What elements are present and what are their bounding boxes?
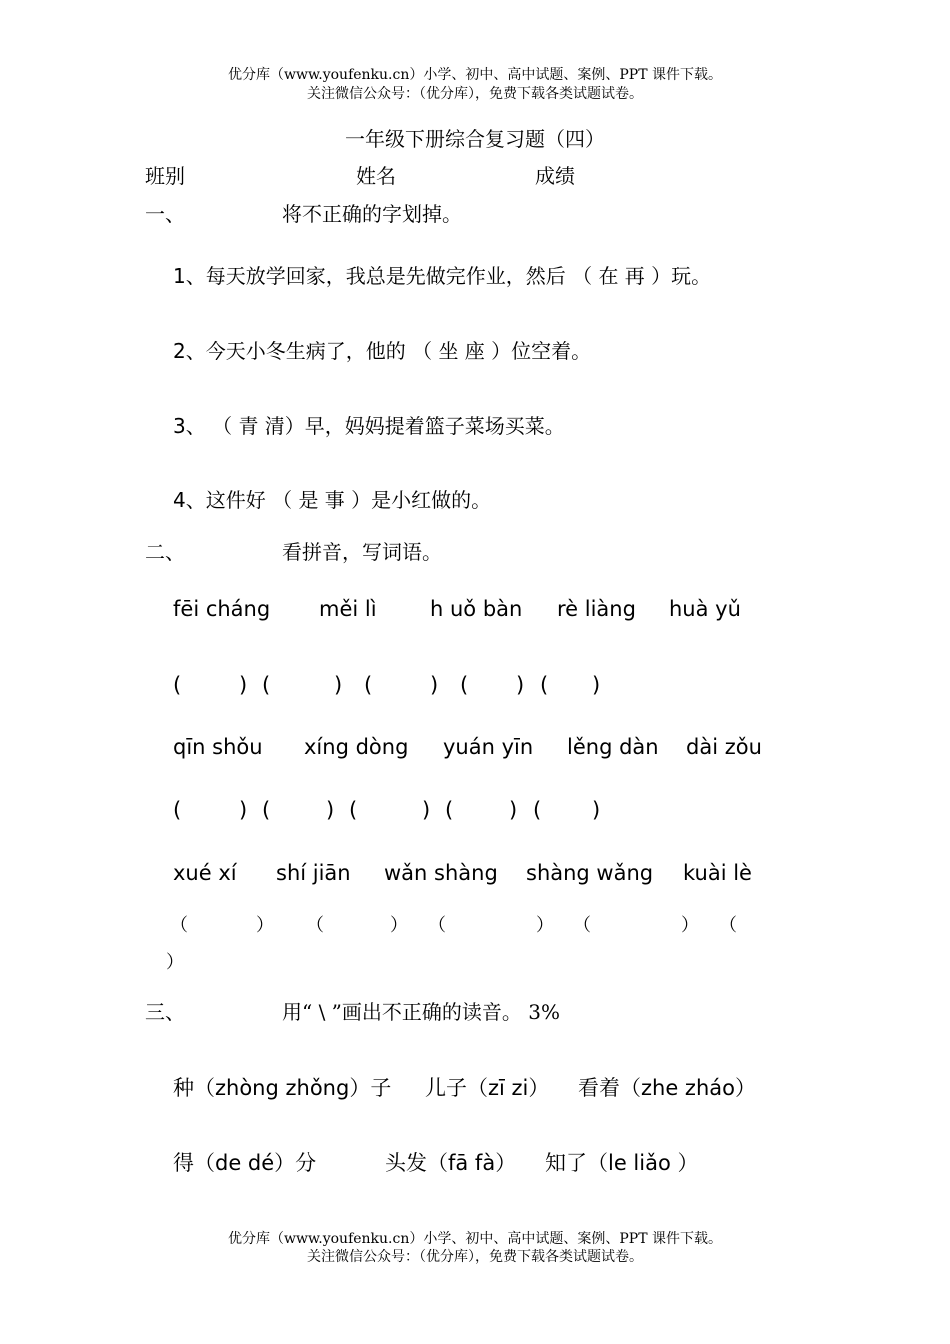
pinyin-item: wǎn shàng: [384, 861, 498, 885]
answer-bracket-close: ）: [390, 915, 408, 936]
answer-bracket-open: （: [170, 915, 188, 936]
section-1-item-1: 1、每天放学回家，我总是先做完作业，然后 （ 在 再 ）玩。: [173, 264, 712, 288]
footer-line-1: 优分库（www.youfenku.cn）小学、初中、高中试题、案例、PPT 课件下载。: [227, 1231, 722, 1247]
pinyin-item: měi lì: [319, 597, 377, 621]
answer-bracket-open: (: [540, 673, 549, 697]
score-label: 成绩: [535, 164, 575, 188]
pinyin-item: fēi cháng: [173, 597, 271, 621]
answer-bracket-open: (: [262, 673, 271, 697]
page-title: 一年级下册综合复习题（四）: [345, 127, 605, 151]
section-1-title: 将不正确的字划掉。: [282, 202, 462, 226]
section-1-number: 一、: [145, 202, 185, 226]
answer-bracket-close: ): [592, 673, 601, 697]
answer-bracket-open: （: [306, 915, 324, 936]
answer-bracket-open: (: [349, 798, 358, 822]
name-label: 姓名: [356, 164, 396, 188]
answer-bracket-close: ): [430, 673, 439, 697]
answer-bracket-close: ): [422, 798, 431, 822]
answer-bracket-close: ）: [256, 915, 274, 936]
section-2-number: 二、: [145, 540, 185, 564]
reading-item: 种（zhòng zhǒng）子: [173, 1076, 392, 1100]
answer-bracket-close: ): [592, 798, 601, 822]
answer-bracket-open: （: [428, 915, 446, 936]
answer-bracket-open: (: [262, 798, 271, 822]
reading-item: 儿子（zī zi）: [425, 1076, 550, 1100]
answer-bracket-open: (: [173, 673, 182, 697]
answer-bracket-open: (: [445, 798, 454, 822]
pinyin-item: rè liàng: [557, 597, 636, 621]
pinyin-item: huà yǔ: [669, 597, 741, 621]
answer-bracket-open: (: [460, 673, 469, 697]
pinyin-item: dài zǒu: [686, 735, 762, 759]
answer-bracket-close: ): [516, 673, 525, 697]
section-1-item-2: 2、今天小冬生病了，他的 （ 坐 座 ）位空着。: [173, 339, 592, 363]
pinyin-item: qīn shǒu: [173, 735, 263, 759]
answer-bracket-open: (: [364, 673, 373, 697]
answer-bracket-close: ): [239, 798, 248, 822]
pinyin-item: xué xí: [173, 861, 237, 885]
class-label: 班别: [145, 164, 185, 188]
answer-bracket-close: ): [509, 798, 518, 822]
answer-bracket-close: ）: [166, 952, 184, 973]
answer-bracket-close: ): [326, 798, 335, 822]
section-3-title: 用“ \ ”画出不正确的读音。 3%: [282, 1000, 560, 1024]
answer-bracket-close: ): [239, 673, 248, 697]
answer-bracket-open: （: [573, 915, 591, 936]
header-line-1: 优分库（www.youfenku.cn）小学、初中、高中试题、案例、PPT 课件下载。: [227, 67, 722, 83]
answer-bracket-close: ）: [536, 915, 554, 936]
reading-item: 得（de dé）分: [173, 1151, 317, 1175]
pinyin-item: xíng dòng: [304, 735, 409, 759]
pinyin-item: lěng dàn: [567, 735, 659, 759]
header-line-2: 关注微信公众号：（优分库），免费下载各类试题试卷。: [307, 86, 643, 102]
answer-bracket-open: （: [719, 915, 737, 936]
reading-item: 知了（le liǎo ）: [545, 1151, 699, 1175]
section-3-number: 三、: [145, 1000, 185, 1024]
answer-bracket-close: ）: [681, 915, 699, 936]
section-2-title: 看拼音，写词语。: [282, 540, 442, 564]
pinyin-item: yuán yīn: [443, 735, 534, 759]
reading-item: 头发（fā fà）: [385, 1151, 517, 1175]
pinyin-item: kuài lè: [683, 861, 752, 885]
pinyin-item: h uǒ bàn: [430, 597, 523, 621]
answer-bracket-open: (: [173, 798, 182, 822]
reading-item: 看着（zhe zháo）: [578, 1076, 756, 1100]
pinyin-item: shí jiān: [276, 861, 351, 885]
section-1-item-3: 3、 （ 青 清）早，妈妈提着篮子菜场买菜。: [173, 414, 565, 438]
footer-line-2: 关注微信公众号：（优分库），免费下载各类试题试卷。: [307, 1249, 643, 1265]
pinyin-item: shàng wǎng: [526, 861, 654, 885]
answer-bracket-open: (: [533, 798, 542, 822]
answer-bracket-close: ): [334, 673, 343, 697]
section-1-item-4: 4、这件好 （ 是 事 ）是小红做的。: [173, 488, 492, 512]
